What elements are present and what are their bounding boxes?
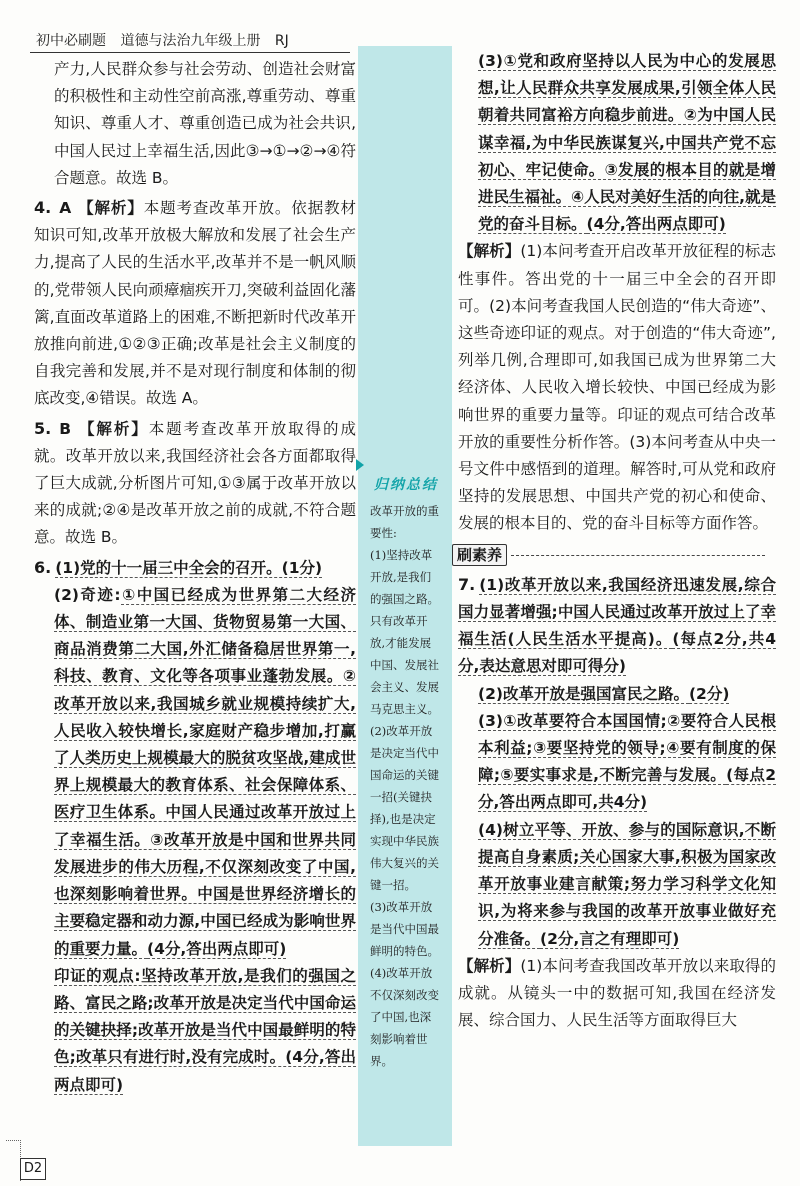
q6-part2 <box>34 582 356 963</box>
q7-part2-score: (2分) <box>688 684 730 703</box>
q4-analysis: 本题考查改革开放。依据教材知识可知,改革开放极大解放和发展了社会生产力,提高了人民的生活水平,改革并不是一帆风顺的,党带领人民向顽瘴痼疾开刀,突破利益固化藩篱,直面改革道路上的困难,不断把新时代改革开放推向前进,①②③正确;改革是社会主义制度的自我完善和发展,并不是对现行制度和体制的彻底改变,④错误。故选 A。 <box>34 199 356 408</box>
summary-line: 是决定当代中 <box>370 746 439 760</box>
summary-line: (4)改革开放 <box>370 966 433 980</box>
right-column <box>458 48 776 1034</box>
summary-line: 要性: <box>370 526 397 540</box>
q6-part2-score: (4分,答出两点即可) <box>147 939 287 958</box>
left-column <box>34 56 356 1099</box>
q6-analysis-tag: 【解析】 <box>458 242 521 261</box>
summary-line: (3)改革开放 <box>370 900 433 914</box>
q6-part3-score: (4分,答出两点即可) <box>586 215 726 234</box>
summary-line: 是当代中国最 <box>370 922 439 936</box>
summary-line: 一招(关键抉 <box>370 790 432 804</box>
question-7 <box>458 571 776 681</box>
q4-number: 4. <box>34 198 52 218</box>
section-header <box>452 542 776 569</box>
summary-line: 了中国,也深 <box>370 1010 432 1024</box>
header-rule <box>30 52 350 53</box>
q4-analysis-tag: 【解析】 <box>77 199 144 218</box>
q7-part2 <box>458 681 776 708</box>
question-4 <box>34 194 356 413</box>
subject-title: 道德与法治九年级上册 <box>120 33 261 49</box>
q7-part4 <box>458 817 776 953</box>
summary-line: 键一招。 <box>370 878 416 892</box>
q6-part2-label: (2)奇迹: <box>54 585 121 604</box>
footer-decoration <box>6 1140 21 1181</box>
section-tag: 刷素养 <box>452 544 507 566</box>
q6-analysis-text: (1)本问考查开启改革开放征程的标志性事件。答出党的十一届三中全会的召开即可。(2)本问考查我国人民创造的“伟大奇迹”、这些奇迹印证的观点。对于创造的“伟大奇迹”,列举几例,合理即可,如我国已成为世界第二大经济体、人民收入增长较快、中国已经成为影响世界的重要力量等。印证的观点可结合改革开放的重要性分析作答。(3)本问考查从中央一号文件中感悟到的道理。解答时,可从党和政府坚持的发展思想、中国共产党的初心和使命、发展的根本目的、党的奋斗目标等方面作答。 <box>458 242 776 533</box>
summary-line: 会主义、发展 <box>370 680 439 694</box>
summary-line: 国命运的关键 <box>370 768 439 782</box>
summary-line: 放,才能发展 <box>370 636 432 650</box>
q4-answer: A <box>59 199 72 218</box>
summary-line: 实现中华民族 <box>370 834 439 848</box>
summary-line: 不仅深刻改变 <box>370 988 439 1002</box>
summary-line: 开放,是我们 <box>370 570 432 584</box>
summary-pointer-icon <box>356 459 364 471</box>
question-5 <box>34 415 356 552</box>
q7-analysis-tag: 【解析】 <box>458 956 521 975</box>
edition-label: RJ <box>274 33 289 49</box>
summary-sidebar <box>358 46 452 1146</box>
summary-box <box>360 474 444 1072</box>
summary-line: 刻影响着世界。 <box>370 1032 428 1068</box>
summary-line: 中国、发展社 <box>370 658 439 672</box>
q6-viewpoint <box>34 963 356 1099</box>
q7-part4-score: (2分,言之有理即可) <box>540 929 680 948</box>
question-6 <box>34 554 356 582</box>
q7-analysis <box>458 953 776 1035</box>
q7-analysis-text: (1)本问考查我国改革开放以来取得的成就。从镜头一中的数据可知,我国在经济发展、综合国力、人民生活等方面取得巨大 <box>458 956 776 1030</box>
summary-title: 归纳总结 <box>374 477 438 493</box>
summary-line: (1)坚持改革 <box>370 548 433 562</box>
summary-line: 伟大复兴的关 <box>370 856 439 870</box>
q6-viewpoint-text: 印证的观点:坚持改革开放,是我们的强国之路、富民之路;改革开放是决定当代中国命运的关键抉择;改革开放是当代中国最鲜明的特色;改革只有进行时,没有完成时。(4分,答出两点即可) <box>54 966 356 1094</box>
q5-analysis: 本题考查改革开放取得的成就。改革开放以来,我国经济社会各方面都取得了巨大成就,分析图片可知,①③属于改革开放以来的成就;②④是改革开放之前的成就,不符合题意。故选 B。 <box>34 419 356 547</box>
q6-part3 <box>458 48 776 238</box>
summary-line: 鲜明的特色。 <box>370 944 439 958</box>
summary-line: 马克思主义。 <box>370 702 439 716</box>
summary-text <box>360 500 444 1072</box>
q7-part3 <box>458 708 776 817</box>
q6-part1: (1)党的十一届三中全会的召开。(1分) <box>55 558 323 577</box>
q5-number: 5. <box>34 418 52 438</box>
summary-line: 改革开放的重 <box>370 504 439 518</box>
q5-analysis-tag: 【解析】 <box>77 419 149 438</box>
q6-analysis <box>458 238 776 537</box>
q6-part3-answer: (3)①党和政府坚持以人民为中心的发展思想,让人民群众共享发展成果,引领全体人民朝着共同富裕方向稳步前进。②为中国人民谋幸福,为中华民族谋复兴,中国共产党不忘初心、牢记使命。③发展的根本目的就是增进民生福祉。④人民对美好生活的向往,就是党的奋斗目标。 <box>478 52 777 234</box>
q7-part4-answer: (4)树立平等、开放、参与的国际意识,不断提高自身素质;关心国家大事,积极为国家改革开放事业建言献策;努力学习科学文化知识,为将来参与我国的改革开放事业做好充分准备。 <box>478 820 776 948</box>
q7-part3-answer: (3)①改革要符合本国国情;②要符合人民根本利益;③要坚持党的领导;④要有制度的保障;⑤要实事求是,不断完善与发展。 <box>478 711 776 785</box>
book-title: 初中必刷题 <box>36 33 106 49</box>
q7-number: 7. <box>458 574 476 594</box>
q7-part2-answer: (2)改革开放是强国富民之路。 <box>478 684 689 703</box>
q6-number: 6. <box>34 557 52 577</box>
summary-line: 的强国之路。 <box>370 592 439 606</box>
section-divider <box>511 555 765 556</box>
q7-part3-score: (每点2分,答出两点即可,共4分) <box>478 766 776 812</box>
page-header <box>36 30 299 50</box>
q5-answer: B <box>59 419 72 438</box>
q7-part1-score: (每点2分,共4分,表达意思对即可得分) <box>458 630 776 676</box>
summary-line: (2)改革开放 <box>370 724 433 738</box>
page-number: D2 <box>20 1158 46 1180</box>
summary-line: 只有改革开 <box>370 614 428 628</box>
q6-part2-answer: ①中国已经成为世界第二大经济体、制造业第一大国、货物贸易第一大国、商品消费第二大国,外汇储备稳居世界第一,科技、教育、文化等各项事业蓬勃发展。②改革开放以来,我国城乡就业规模持续扩大,人民收入较快增长,家庭财产稳步增加,打赢了人类历史上规模最大的脱贫攻坚战,建成世界上规模最大的教育体系、社会保障体系、医疗卫生体系。中国人民通过改革开放过上了幸福生活。③改革开放是中国和世界共同发展进步的伟大历程,不仅深刻改变了中国,也深刻影响着世界。中国是世界经济增长的主要稳定器和动力源,中国已经成为影响世界的重要力量。 <box>54 585 357 958</box>
summary-line: 择),也是决定 <box>370 812 436 826</box>
q7-part1: (1)改革开放以来,我国经济迅速发展,综合国力显著增强;中国人民通过改革开放过上了幸福生活(人民生活水平提高)。 <box>458 575 776 649</box>
intro-paragraph: 产力,人民群众参与社会劳动、创造社会财富的积极性和主动性空前高涨,尊重劳动、尊重知识、尊重人才、尊重创造已成为社会共识,中国人民过上幸福生活,因此③→①→②→④符合题意。故选 B。 <box>54 60 356 187</box>
